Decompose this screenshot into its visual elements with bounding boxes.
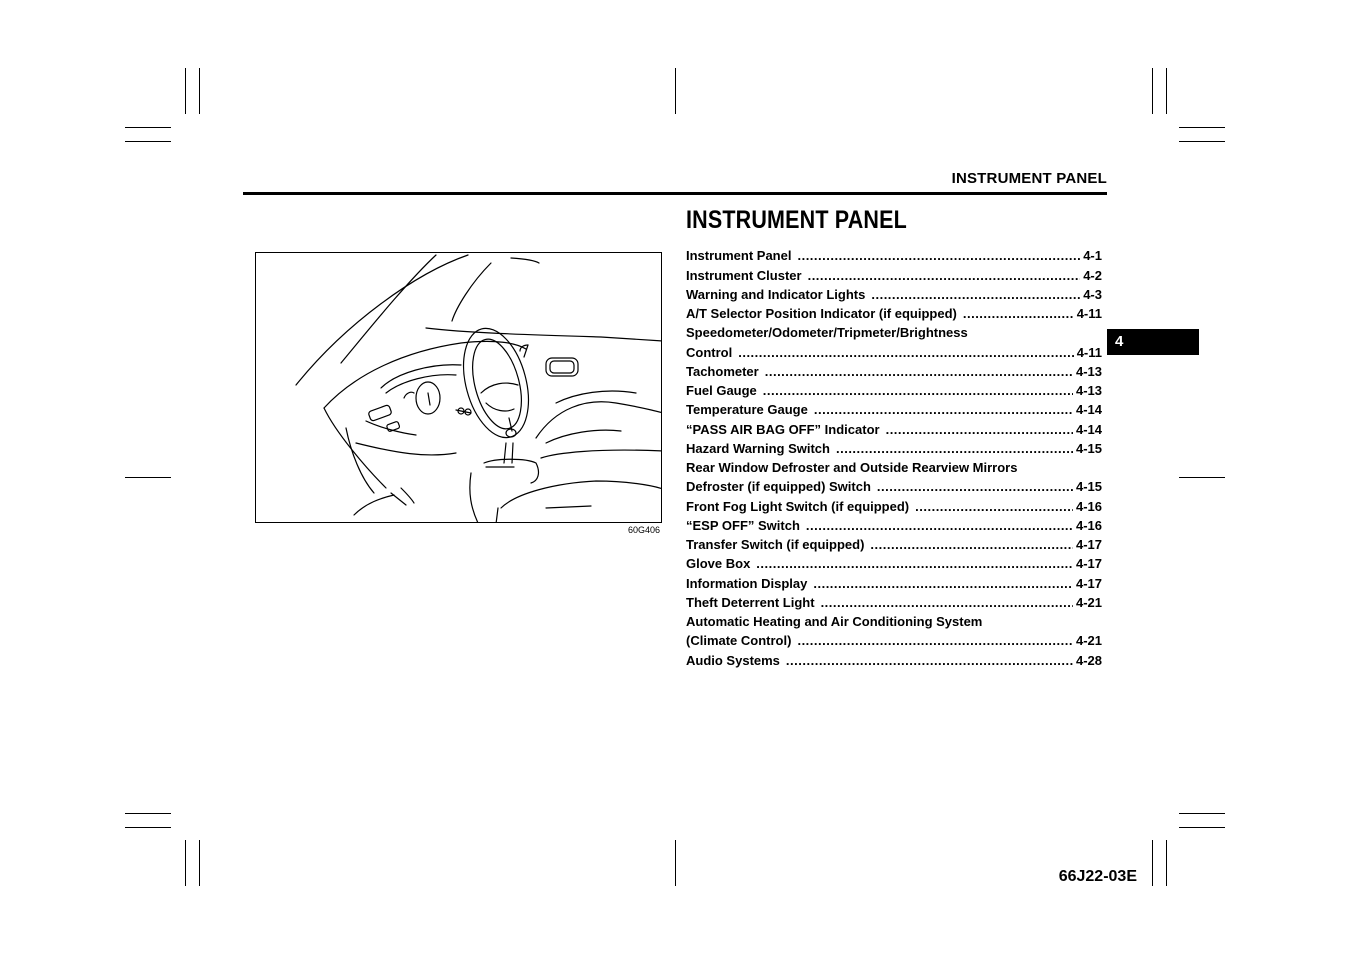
- toc-entry-audio-systems[interactable]: Audio Systems ..... 4-28: [686, 650, 1102, 669]
- crop-mark: [199, 68, 200, 114]
- toc-entry-tachometer[interactable]: Tachometer ..... 4-13: [686, 362, 1102, 381]
- crop-mark: [125, 141, 171, 142]
- crop-mark: [1152, 840, 1153, 886]
- crop-mark: [125, 477, 171, 478]
- toc-entry-instrument-cluster[interactable]: Instrument Cluster ..... 4-2: [686, 265, 1102, 284]
- crop-mark: [675, 840, 676, 886]
- toc-entry-speedometer-line1[interactable]: Speedometer/Odometer/Tripmeter/Brightness: [686, 325, 968, 341]
- toc-entry-speedometer-line2[interactable]: Control ..... 4-11: [686, 342, 1102, 361]
- toc-entry-climate-line2[interactable]: (Climate Control) ..... 4-21: [686, 631, 1102, 650]
- crop-mark: [1166, 840, 1167, 886]
- toc-entry-at-selector[interactable]: A/T Selector Position Indicator (if equipped) ..... 4-11: [686, 304, 1102, 323]
- crop-mark: [125, 813, 171, 814]
- toc-entry-rear-defroster-line1[interactable]: Rear Window Defroster and Outside Rearview Mirrors: [686, 460, 1018, 475]
- toc-entry-hazard-switch[interactable]: Hazard Warning Switch ..... 4-15: [686, 439, 1102, 458]
- toc-entry-information-display[interactable]: Information Display ..... 4-17: [686, 573, 1102, 592]
- dashboard-figure: [255, 252, 662, 523]
- section-title: INSTRUMENT PANEL: [686, 206, 907, 234]
- toc-entry-climate-line1[interactable]: Automatic Heating and Air Conditioning System: [686, 614, 983, 629]
- toc-entry-theft-deterrent[interactable]: Theft Deterrent Light ..... 4-21: [686, 593, 1102, 612]
- chapter-tab-label: 4: [1115, 333, 1124, 350]
- crop-mark: [1152, 68, 1153, 114]
- crop-mark: [185, 840, 186, 886]
- crop-mark: [1179, 827, 1225, 828]
- toc-entry-temperature-gauge[interactable]: Temperature Gauge ..... 4-14: [686, 400, 1102, 419]
- crop-mark: [1166, 68, 1167, 114]
- dashboard-illustration-icon: [256, 253, 662, 523]
- running-header: INSTRUMENT PANEL: [951, 170, 1107, 187]
- toc-entry-esp-off[interactable]: “ESP OFF” Switch ..... 4-16: [686, 516, 1102, 535]
- toc-entry-pass-air-bag[interactable]: “PASS AIR BAG OFF” Indicator ..... 4-14: [686, 419, 1102, 438]
- toc-entry-warning-lights[interactable]: Warning and Indicator Lights ..... 4-3: [686, 285, 1102, 304]
- crop-mark: [1179, 141, 1225, 142]
- toc-entry-glove-box[interactable]: Glove Box ..... 4-17: [686, 554, 1102, 573]
- chapter-tab: [1107, 329, 1199, 355]
- figure-code: 60G406: [628, 525, 661, 535]
- crop-mark: [1179, 477, 1225, 478]
- table-of-contents: [686, 246, 1102, 670]
- toc-entry-fog-light[interactable]: Front Fog Light Switch (if equipped) ..... 4-16: [686, 496, 1102, 515]
- crop-mark: [185, 68, 186, 114]
- toc-entry-fuel-gauge[interactable]: Fuel Gauge ..... 4-13: [686, 381, 1102, 400]
- toc-entry-transfer-switch[interactable]: Transfer Switch (if equipped) ..... 4-17: [686, 535, 1102, 554]
- header-rule: [243, 192, 1107, 195]
- document-code: 66J22-03E: [1058, 868, 1137, 885]
- crop-mark: [125, 127, 171, 128]
- crop-mark: [125, 827, 171, 828]
- toc-entry-rear-defroster-line2[interactable]: Defroster (if equipped) Switch ..... 4-15: [686, 477, 1102, 496]
- toc-entry-instrument-panel[interactable]: Instrument Panel ..... 4-1: [686, 246, 1102, 265]
- crop-mark: [1179, 127, 1225, 128]
- crop-mark: [199, 840, 200, 886]
- crop-mark: [1179, 813, 1225, 814]
- crop-mark: [675, 68, 676, 114]
